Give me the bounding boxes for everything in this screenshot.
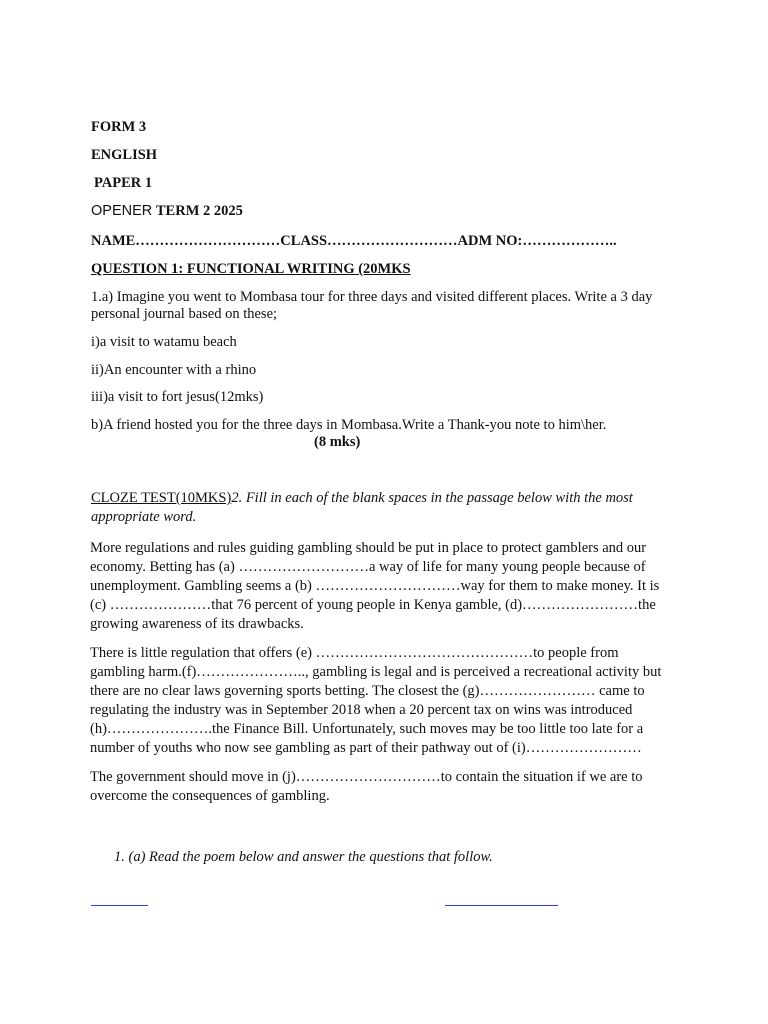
cloze-p3-line: The government should move in (j)…………………………to contain the situation if we are to <box>90 769 643 785</box>
cloze-p1-line: growing awareness of its drawbacks. <box>90 616 304 632</box>
name-class-adm-line: NAME…………………………CLASS………………………ADM NO:……………….. <box>91 233 617 249</box>
cloze-p2-line: There is little regulation that offers (e) ………………………………………to people from <box>90 645 619 661</box>
cloze-heading <box>91 489 633 507</box>
q1a-item-iii: iii)a visit to fort jesus(12mks) <box>91 389 264 405</box>
q1b-text: b)A friend hosted you for the three days in Mombasa.Write a Thank-you note to him\her. <box>91 417 607 433</box>
cloze-paragraph-1 <box>90 539 690 634</box>
cloze-p2-line: number of youths who now see gambling as part of their pathway out of (i)…………………… <box>90 740 642 756</box>
subject-label: ENGLISH <box>91 147 158 163</box>
opener-heading <box>91 202 243 220</box>
cloze-paragraph-3 <box>90 768 690 806</box>
form-label: FORM 3 <box>91 119 147 135</box>
q1b-marks: (8 mks) <box>314 434 361 450</box>
opener-prefix: OPENER <box>91 203 153 219</box>
cloze-p1-line: unemployment. Gambling seems a (b) …………………………way for them to make money. It is <box>90 578 660 594</box>
cloze-p1-line: economy. Betting has (a) ………………………a way of life for many young people because of <box>90 559 646 575</box>
paper-label: PAPER 1 <box>94 175 153 191</box>
q1a-item-i: i)a visit to watamu beach <box>91 334 237 350</box>
cloze-instruction-part1: 2. Fill in each of the blank spaces in the passage below with the most <box>231 490 633 506</box>
poem-instruction: 1. (a) Read the poem below and answer the questions that follow. <box>114 849 493 865</box>
cloze-p1-line: More regulations and rules guiding gambling should be put in place to protect gamblers and our <box>90 540 647 556</box>
q1a-line1: 1.a) Imagine you went to Mombasa tour for three days and visited different places. Write a 3 day <box>91 289 653 305</box>
cloze-p2-line: there are no clear laws governing sports betting. The closest the (g)…………………… came to <box>90 683 645 699</box>
question1-title: QUESTION 1: FUNCTIONAL WRITING (20MKS <box>91 261 411 277</box>
cloze-p3-line: overcome the consequences of gambling. <box>90 788 330 804</box>
blank-underline-left <box>91 905 148 906</box>
cloze-p1-line: (c) …………………that 76 percent of young people in Kenya gamble, (d)……………………the <box>90 597 656 613</box>
q1a-line2: personal journal based on these; <box>91 306 278 322</box>
cloze-p2-line: (h)………………….the Finance Bill. Unfortunately, such moves may be too little too late for a <box>90 721 644 737</box>
blank-underline-right <box>445 905 558 906</box>
cloze-p2-line: gambling harm.(f)………………….., gambling is legal and is perceived a recreational activity but <box>90 664 662 680</box>
cloze-title: CLOZE TEST(10MKS) <box>91 490 232 506</box>
cloze-paragraph-2 <box>90 644 690 758</box>
q1a-item-ii: ii)An encounter with a rhino <box>91 362 257 378</box>
cloze-p2-line: regulating the industry was in September 2018 when a 20 percent tax on wins was introduced <box>90 702 633 718</box>
cloze-instruction-part2: appropriate word. <box>91 509 197 525</box>
opener-term: TERM 2 2025 <box>155 203 243 219</box>
